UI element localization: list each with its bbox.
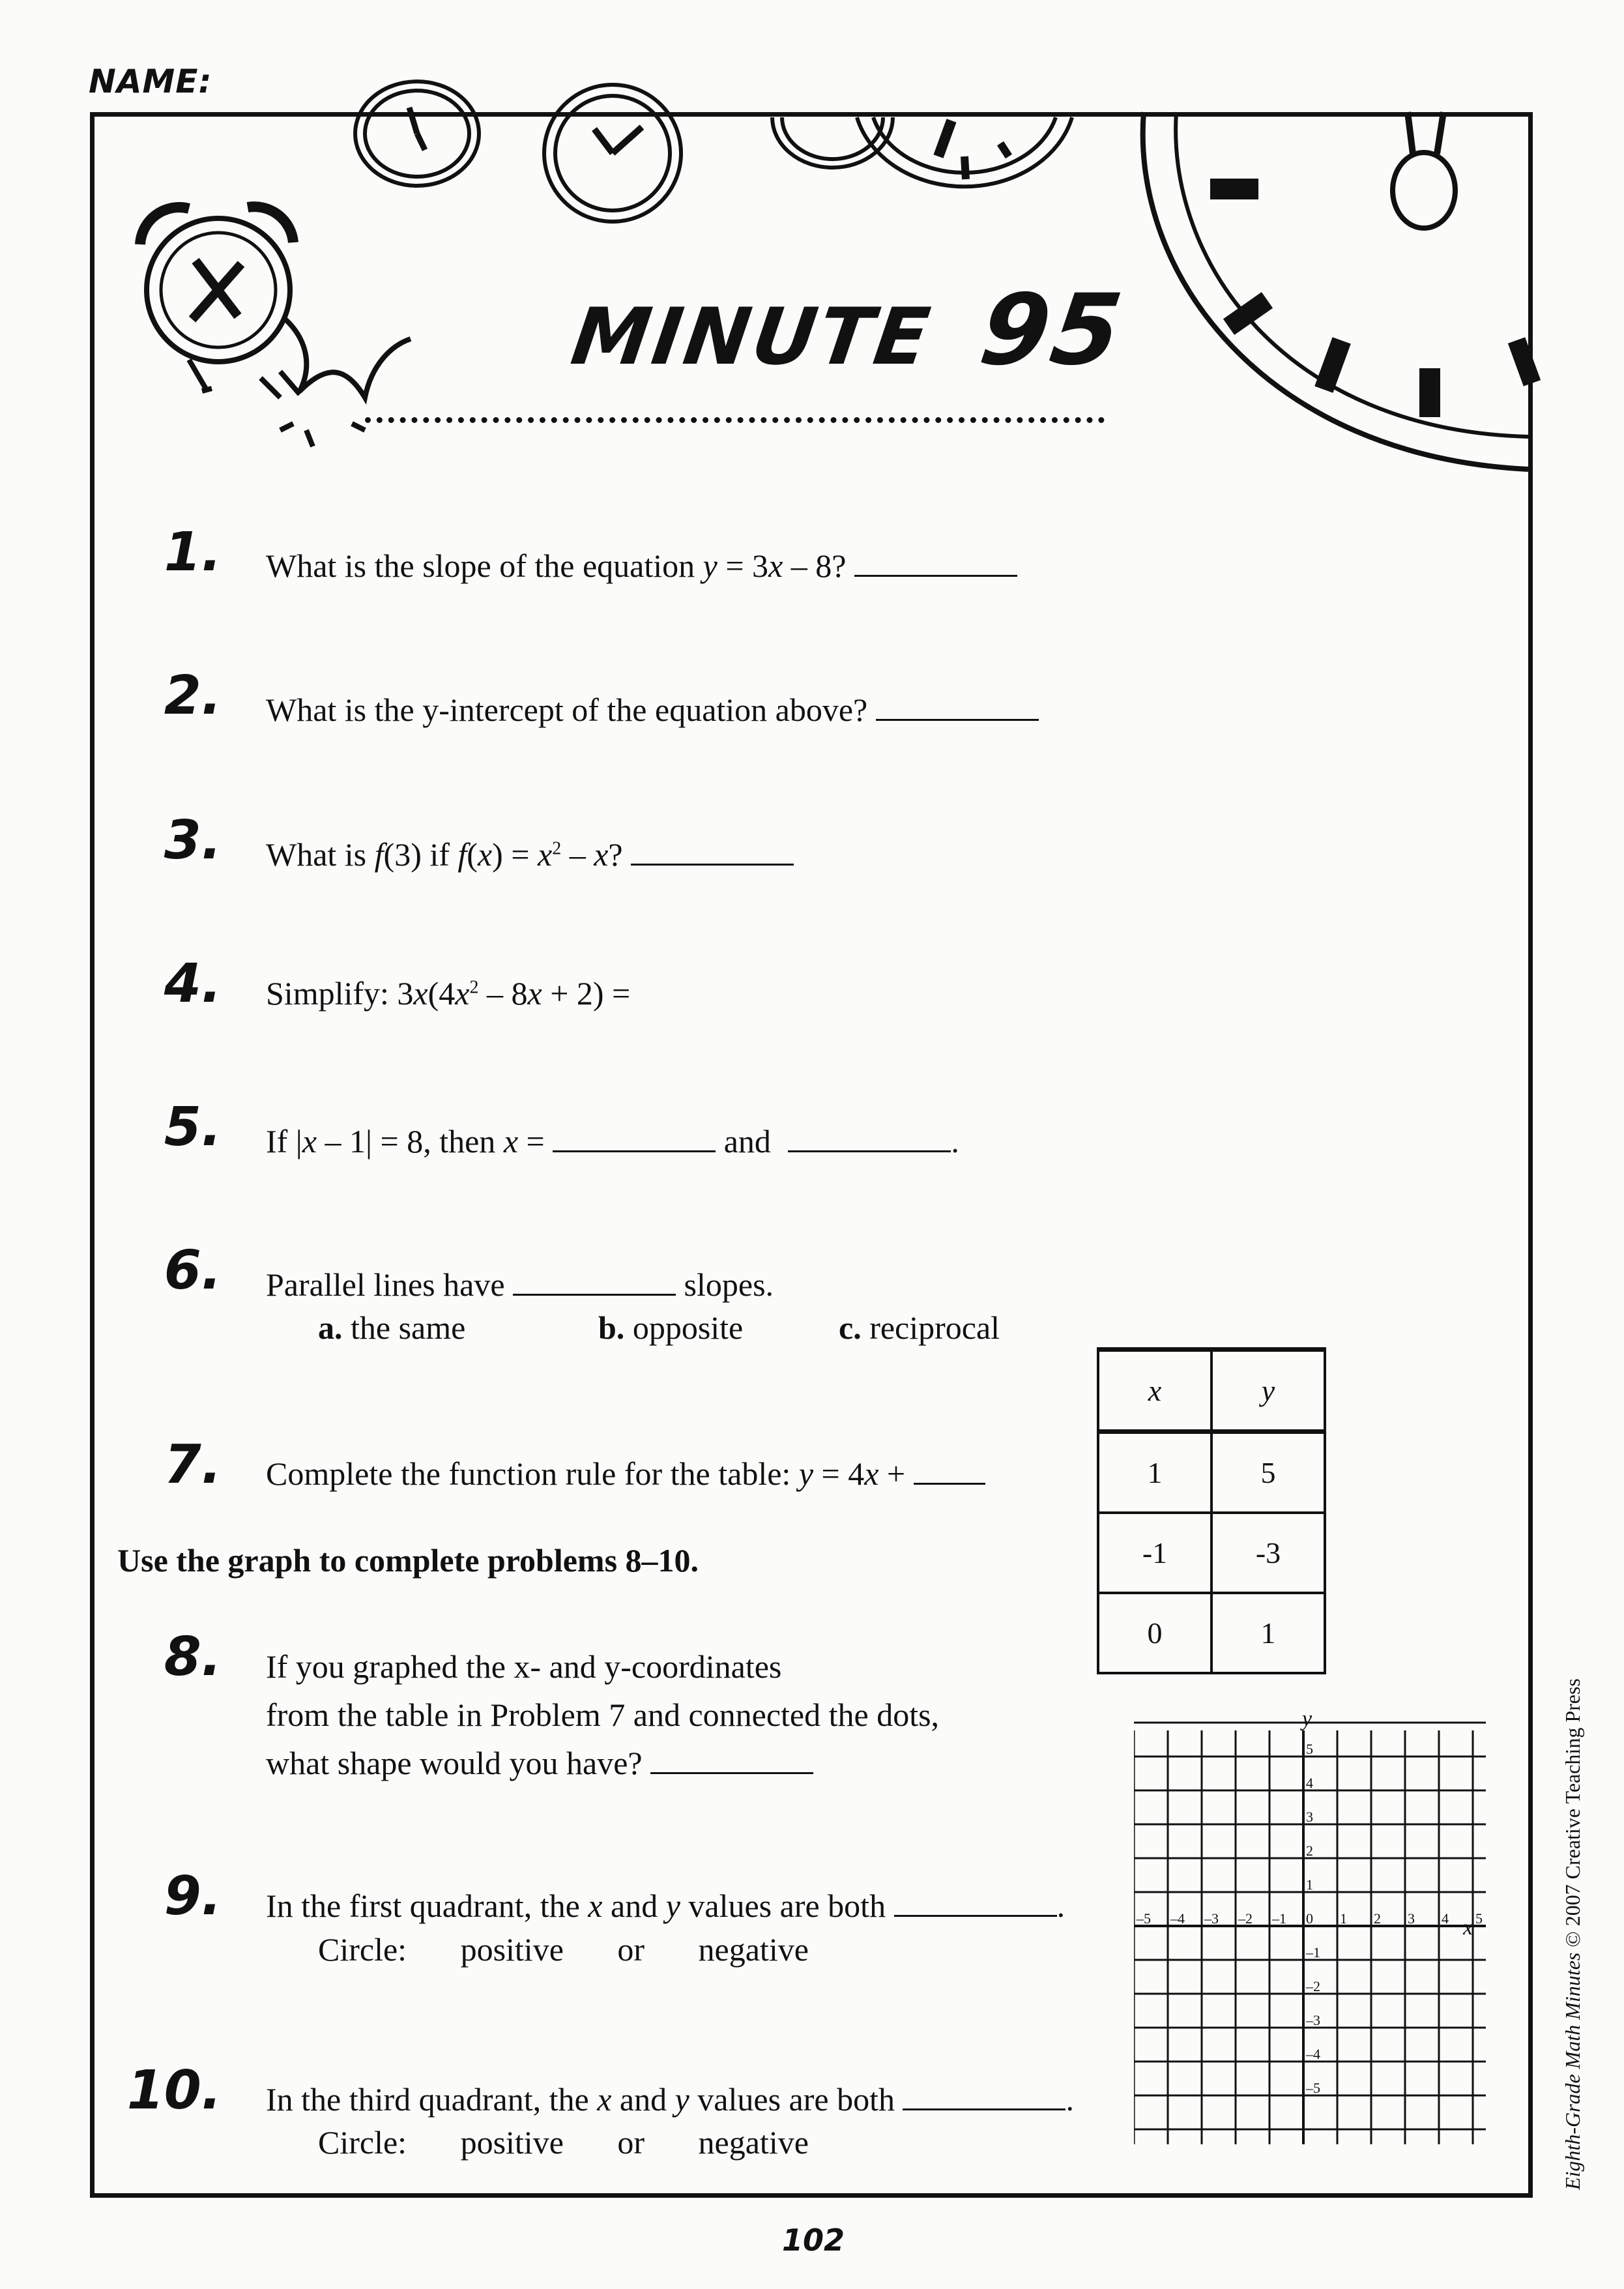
table-header-row — [1098, 1350, 1325, 1432]
page-number: 102 — [782, 2223, 845, 2258]
y-tick-label: 1 — [1306, 1876, 1313, 1893]
table-header: y — [1211, 1350, 1325, 1432]
answer-blank[interactable] — [894, 1882, 1057, 1917]
y-tick-label: 5 — [1306, 1741, 1313, 1757]
table-row — [1098, 1513, 1325, 1593]
x-tick-label: –3 — [1204, 1910, 1219, 1927]
x-tick-label: –4 — [1170, 1910, 1185, 1927]
table-cell: 5 — [1211, 1432, 1325, 1513]
title-dotted-rule — [365, 417, 1105, 423]
y-tick-label: –4 — [1306, 2046, 1320, 2062]
option-b[interactable]: b. opposite — [598, 1309, 744, 1346]
x-tick-label: 2 — [1374, 1910, 1381, 1927]
option-c[interactable]: c. reciprocal — [839, 1309, 1000, 1346]
question-number: 4. — [164, 953, 222, 1015]
y-tick-label: –1 — [1306, 1944, 1320, 1961]
circle-choice: Circle: positive or negative — [318, 2124, 809, 2161]
question-7: Complete the function rule for the table: y = 4x + — [266, 1450, 985, 1493]
answer-blank[interactable] — [553, 1118, 716, 1152]
y-tick-label: –2 — [1306, 1978, 1320, 1994]
choice-negative[interactable]: negative — [698, 2124, 809, 2161]
question-number: 3. — [164, 809, 222, 871]
title-number: 95 — [973, 274, 1131, 387]
x-tick-label: 1 — [1340, 1910, 1347, 1927]
table-row — [1098, 1593, 1325, 1673]
y-axis-label: y — [1302, 1708, 1312, 1731]
x-tick-label: 5 — [1475, 1910, 1483, 1927]
x-tick-label: 4 — [1442, 1910, 1449, 1927]
clock-icon — [1143, 112, 1528, 469]
answer-blank[interactable] — [903, 2076, 1066, 2110]
question-number: 7. — [164, 1434, 222, 1496]
page-title — [566, 274, 1131, 387]
option-a[interactable]: a. the same — [318, 1309, 466, 1346]
question-number: 9. — [164, 1865, 222, 1927]
choice-positive[interactable]: positive — [460, 1931, 564, 1968]
y-tick-label: 3 — [1306, 1809, 1313, 1825]
x-tick-label: 0 — [1306, 1910, 1313, 1927]
clock-icon — [355, 81, 479, 186]
x-tick-label: –1 — [1272, 1910, 1286, 1927]
title-word: MINUTE — [566, 292, 938, 383]
question-10: In the third quadrant, the x and y values are both . — [266, 2076, 1074, 2118]
question-number: 6. — [164, 1240, 222, 1302]
table-cell: -1 — [1098, 1513, 1211, 1593]
x-tick-label: –5 — [1137, 1910, 1151, 1927]
circle-choice: Circle: positive or negative — [318, 1931, 809, 1968]
choice-negative[interactable]: negative — [698, 1931, 809, 1968]
xy-table — [1097, 1347, 1326, 1674]
answer-blank[interactable] — [513, 1261, 676, 1296]
answer-blank[interactable] — [788, 1118, 951, 1152]
choice-positive[interactable]: positive — [460, 2124, 564, 2161]
answer-blank[interactable] — [650, 1740, 813, 1774]
question-3: What is f(3) if $f(x) = x^2 - x$? — [266, 831, 794, 873]
credit-line: Eighth-Grade Math Minutes © 2007 Creative Teaching Press — [1561, 1678, 1584, 2190]
instructions: Use the graph to complete problems 8–10. — [117, 1542, 699, 1579]
question-number: 5. — [164, 1096, 222, 1158]
x-tick-label: –2 — [1238, 1910, 1253, 1927]
table-cell: 1 — [1098, 1432, 1211, 1513]
question-2: What is the y-intercept of the equation above? — [266, 686, 1039, 729]
x-axis-label: x — [1463, 1916, 1473, 1940]
question-number: 8. — [164, 1626, 222, 1688]
alarm-clock-icon — [140, 207, 411, 446]
answer-blank[interactable] — [854, 542, 1017, 577]
y-tick-label: –3 — [1306, 2012, 1320, 2028]
table-row — [1098, 1432, 1325, 1513]
y-tick-label: 2 — [1306, 1843, 1313, 1859]
question-5: If |x – 1| = 8, then x = and . — [266, 1118, 959, 1160]
name-label: NAME: — [89, 63, 212, 100]
y-tick-label: 4 — [1306, 1775, 1313, 1791]
clock-icon — [544, 85, 681, 222]
clock-icon — [857, 117, 1072, 186]
question-1: What is the slope of the equation y = 3x – 8? — [266, 542, 1017, 585]
answer-blank[interactable] — [876, 686, 1039, 721]
table-header: x — [1098, 1350, 1211, 1432]
answer-blank[interactable] — [631, 831, 794, 866]
coordinate-grid — [1134, 1708, 1499, 2148]
question-number: 2. — [164, 665, 222, 727]
table-cell: 1 — [1211, 1593, 1325, 1673]
x-tick-label: 3 — [1408, 1910, 1415, 1927]
question-8: If you graphed the x- and y-coordinates from the table in Problem 7 and connected the dots, what shape would you have? — [266, 1648, 940, 1781]
question-9: In the first quadrant, the x and y values are both . — [266, 1882, 1065, 1925]
table-cell: 0 — [1098, 1593, 1211, 1673]
question-number: 1. — [164, 521, 222, 583]
question-4: Simplify: $3x(4x^2 - 8x + 2)$ = — [266, 975, 631, 1012]
question-number: 10. — [126, 2060, 222, 2121]
table-cell: -3 — [1211, 1513, 1325, 1593]
y-tick-label: –5 — [1306, 2080, 1320, 2096]
answer-blank[interactable] — [914, 1450, 985, 1485]
question-6: Parallel lines have slopes. — [266, 1261, 774, 1304]
